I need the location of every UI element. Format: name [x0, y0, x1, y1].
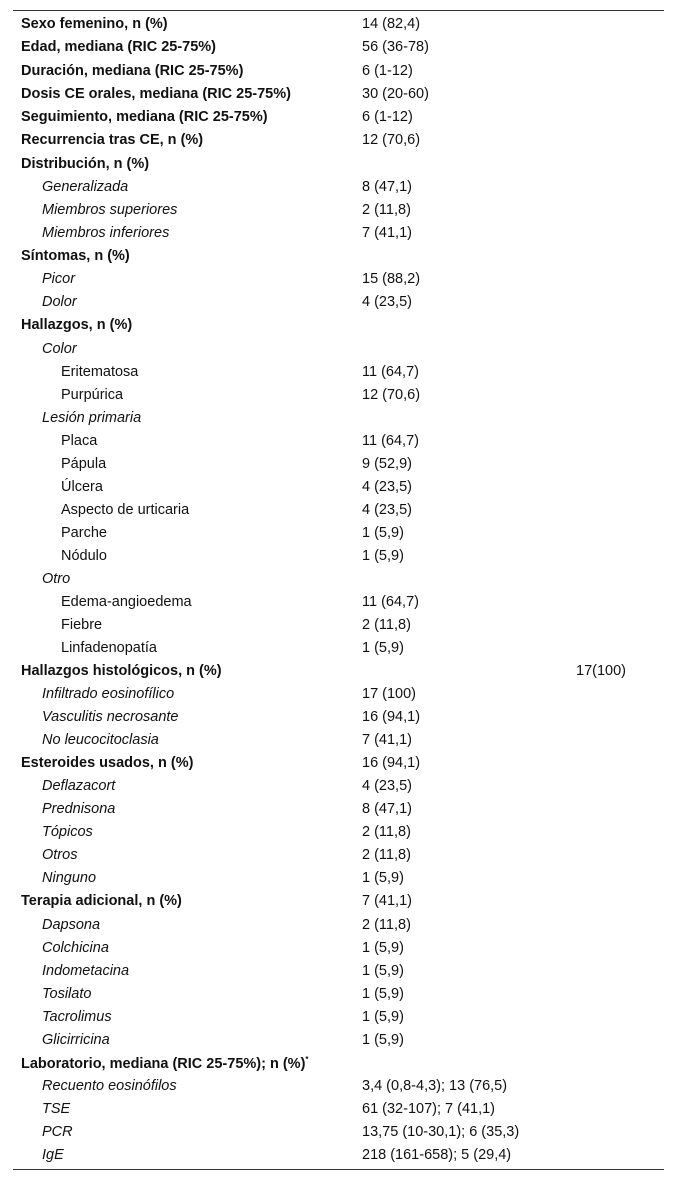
row-label: Edema-angioedema [61, 593, 192, 610]
table-row [13, 499, 664, 522]
row-value: 17 (100) [362, 685, 417, 702]
row-label: Terapia adicional, n (%) [21, 893, 182, 910]
row-label: Deflazacort [42, 778, 116, 795]
row-value: 7 (41,1) [362, 731, 412, 748]
table-row [13, 683, 664, 706]
row-value: 2 (11,8) [362, 847, 411, 864]
table-row [13, 83, 664, 106]
footnote-marker: * [305, 1054, 309, 1064]
row-value: 1 (5,9) [362, 870, 404, 887]
table-row [13, 430, 664, 453]
row-value: 1 (5,9) [362, 939, 404, 956]
table-row [13, 545, 664, 568]
row-label: Recuento eosinófilos [42, 1077, 177, 1094]
row-value: 4 (23,5) [362, 778, 412, 795]
row-value: 12 (70,6) [362, 386, 421, 403]
row-value: 11 (64,7) [362, 593, 419, 610]
row-label: Picor [42, 271, 76, 288]
row-value: 15 (88,2) [362, 271, 421, 288]
row-extra-value: 17(100) [576, 662, 626, 679]
table-row [13, 844, 664, 867]
row-label: Fiebre [61, 616, 103, 633]
row-label: Esteroides usados, n (%) [21, 754, 194, 771]
row-value: 6 (1-12) [362, 62, 413, 79]
row-label: Duración, mediana (RIC 25-75%) [21, 62, 244, 79]
row-value: 1 (5,9) [362, 1031, 404, 1048]
table-row [13, 1052, 664, 1075]
table-row [13, 1144, 664, 1167]
data-table [13, 10, 664, 1170]
row-value: 1 (5,9) [362, 962, 404, 979]
row-label: Purpúrica [61, 386, 124, 403]
row-value: 11 (64,7) [362, 363, 419, 380]
row-value: 4 (23,5) [362, 501, 412, 518]
table-row [13, 660, 664, 683]
table-row [13, 129, 664, 152]
row-label: No leucocitoclasia [42, 731, 159, 748]
table-row [13, 176, 664, 199]
row-value: 11 (64,7) [362, 432, 419, 449]
row-label: Síntomas, n (%) [21, 248, 130, 265]
table-row [13, 914, 664, 937]
row-label: Nódulo [61, 547, 107, 564]
table-row [13, 36, 664, 59]
table-row [13, 1006, 664, 1029]
table-row [13, 821, 664, 844]
row-label: Tópicos [42, 824, 93, 841]
row-value: 1 (5,9) [362, 547, 404, 564]
row-label: Indometacina [42, 962, 130, 979]
table-row [13, 937, 664, 960]
table-row [13, 706, 664, 729]
table-row [13, 775, 664, 798]
row-label: TSE [42, 1100, 71, 1117]
row-label: Sexo femenino, n (%) [21, 16, 168, 32]
row-label: Otro [42, 570, 71, 587]
row-value: 61 (32-107); 7 (41,1) [362, 1100, 495, 1117]
table-row [13, 338, 664, 361]
row-value: 16 (94,1) [362, 708, 421, 725]
row-label: IgE [42, 1146, 64, 1163]
row-label: Dosis CE orales, mediana (RIC 25-75%) [21, 85, 291, 102]
row-value: 2 (11,8) [362, 202, 411, 219]
row-label: Dapsona [42, 916, 101, 933]
row-label: Prednisona [42, 801, 116, 818]
row-label: Distribución, n (%) [21, 155, 150, 172]
table-row [13, 637, 664, 660]
row-value: 7 (41,1) [362, 893, 412, 910]
table-row [13, 60, 664, 83]
row-label: Tacrolimus [42, 1008, 112, 1025]
table-row [13, 199, 664, 222]
row-value: 9 (52,9) [362, 455, 412, 472]
row-value: 12 (70,6) [362, 132, 421, 149]
row-label: Tosilato [42, 985, 92, 1002]
row-value: 7 (41,1) [362, 225, 412, 242]
row-label: Parche [61, 524, 107, 541]
row-label: Aspecto de urticaria [61, 501, 190, 518]
table-row [13, 106, 664, 129]
row-label: Seguimiento, mediana (RIC 25-75%) [21, 109, 268, 126]
row-label: Hallazgos histológicos, n (%) [21, 662, 222, 679]
row-value: 2 (11,8) [362, 824, 411, 841]
row-label: Miembros superiores [42, 202, 178, 219]
table-row [13, 361, 664, 384]
row-value: 1 (5,9) [362, 1008, 404, 1025]
row-label: Colchicina [42, 939, 109, 956]
row-value: 13,75 (10-30,1); 6 (35,3) [362, 1123, 520, 1140]
row-value: 3,4 (0,8-4,3); 13 (76,5) [362, 1077, 508, 1094]
row-label: Laboratorio, mediana (RIC 25-75%); n (%)* [21, 1054, 309, 1072]
table-row [13, 1121, 664, 1144]
row-label: Placa [61, 432, 98, 449]
row-label: Úlcera [61, 478, 103, 495]
row-label: Color [42, 340, 77, 357]
table-row [13, 752, 664, 775]
row-value: 1 (5,9) [362, 524, 404, 541]
table-row [13, 568, 664, 591]
table-row [13, 729, 664, 752]
row-label: Otros [42, 847, 78, 864]
row-label: Pápula [61, 455, 107, 472]
table-row [13, 522, 664, 545]
table-row [13, 407, 664, 430]
table-row [13, 1075, 664, 1098]
row-label: Glicirricina [42, 1031, 110, 1048]
row-label: Linfadenopatía [61, 639, 157, 656]
table-row [13, 476, 664, 499]
table-row [13, 222, 664, 245]
row-value: 1 (5,9) [362, 985, 404, 1002]
row-label: Infiltrado eosinofílico [42, 685, 175, 702]
table-row [13, 384, 664, 407]
row-value: 30 (20-60) [362, 85, 429, 102]
row-label: Edad, mediana (RIC 25-75%) [21, 39, 216, 56]
table-row [13, 1029, 664, 1052]
row-label: Vasculitis necrosante [42, 708, 179, 725]
row-label: Miembros inferiores [42, 225, 170, 242]
table-row [13, 245, 664, 268]
row-value: 14 (82,4) [362, 16, 421, 32]
row-value: 16 (94,1) [362, 754, 421, 771]
row-value: 8 (47,1) [362, 801, 412, 818]
table-row [13, 453, 664, 476]
table-row [13, 591, 664, 614]
table-row [13, 153, 664, 176]
row-value: 2 (11,8) [362, 916, 411, 933]
table-row [13, 13, 664, 36]
table-row [13, 960, 664, 983]
row-value: 1 (5,9) [362, 639, 404, 656]
table-row [13, 268, 664, 291]
row-value: 4 (23,5) [362, 294, 412, 311]
row-label: PCR [42, 1123, 73, 1140]
row-label: Ninguno [42, 870, 97, 887]
table-row [13, 867, 664, 890]
table-row [13, 291, 664, 314]
row-label: Hallazgos, n (%) [21, 317, 133, 334]
row-value: 8 (47,1) [362, 179, 412, 196]
row-label: Dolor [42, 294, 77, 311]
table-row [13, 1098, 664, 1121]
table-row [13, 614, 664, 637]
row-value: 56 (36-78) [362, 39, 429, 56]
row-label: Lesión primaria [42, 409, 142, 426]
table-row [13, 798, 664, 821]
row-value: 6 (1-12) [362, 109, 413, 126]
row-value: 218 (161-658); 5 (29,4) [362, 1146, 512, 1163]
table-row [13, 890, 664, 913]
row-value: 2 (11,8) [362, 616, 411, 633]
table-row [13, 314, 664, 337]
table-row [13, 983, 664, 1006]
row-label: Generalizada [42, 179, 129, 196]
row-label: Recurrencia tras CE, n (%) [21, 132, 204, 149]
row-label: Eritematosa [61, 363, 139, 380]
row-value: 4 (23,5) [362, 478, 412, 495]
